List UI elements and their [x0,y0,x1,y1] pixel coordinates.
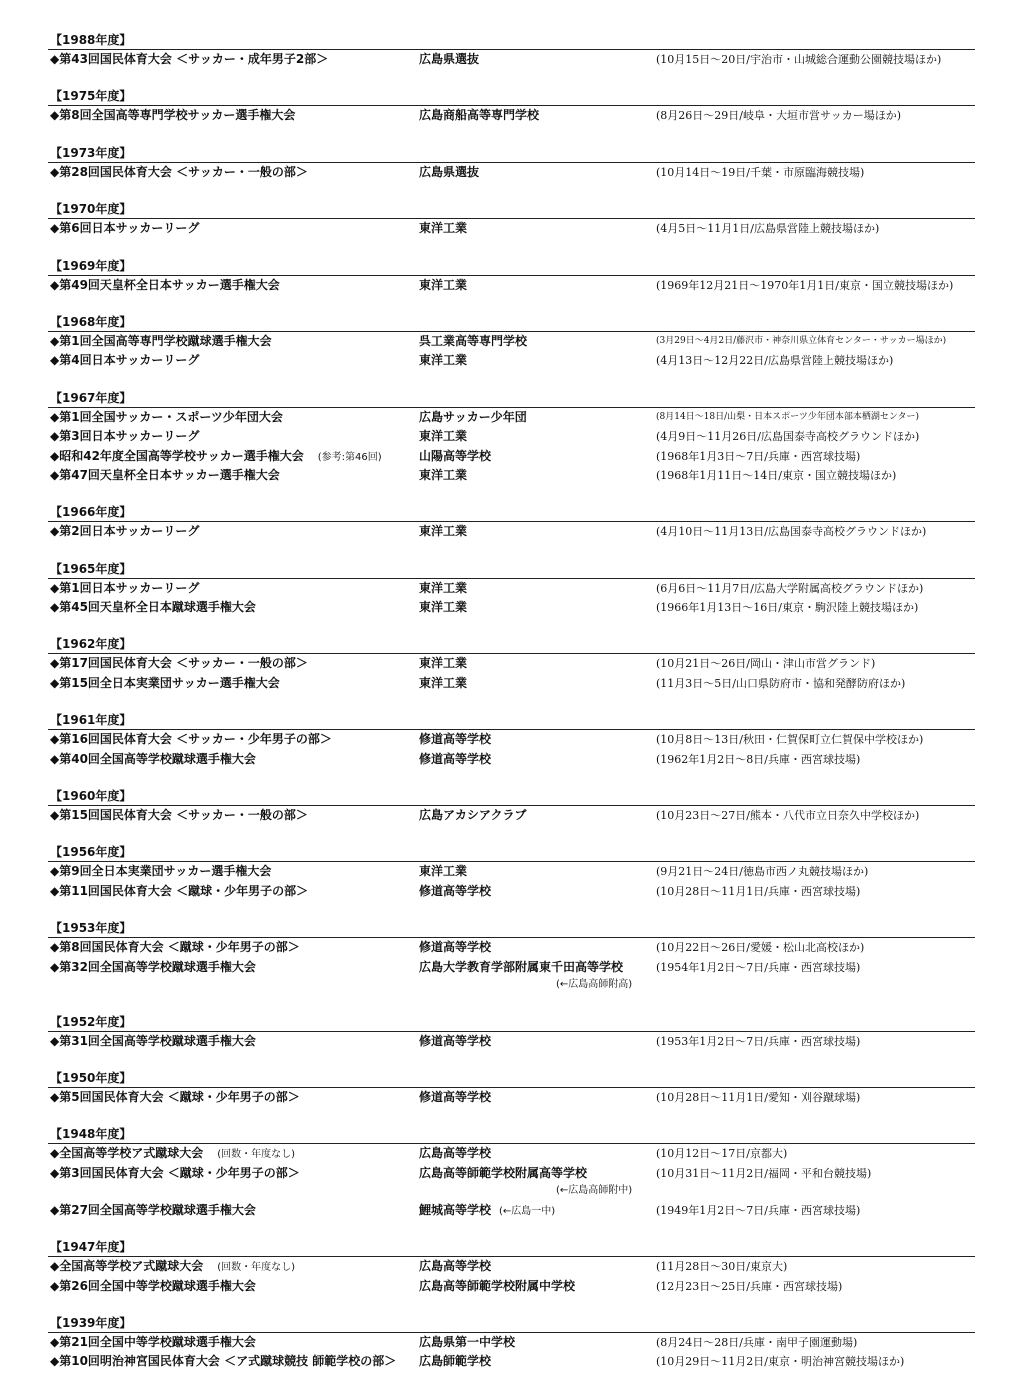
team-cell [419,1277,575,1296]
event-cell [50,466,280,485]
event-name: ◆第40回全国高等学校蹴球選手権大会 [50,751,256,766]
date-venue: (11月28日～30日/東京大) [656,1260,788,1274]
team-cell [419,1352,491,1371]
date-venue: (1962年1月2日～8日/兵庫・西宮球技場) [656,752,861,766]
team-cell [419,50,479,69]
year-block [48,786,975,825]
team-name: 広島サッカー少年団 [419,409,527,424]
team-cell [419,351,467,370]
year-heading: 【1968年度】 [48,312,975,332]
team-name: 山陽高等学校 [419,448,492,463]
date-venue: (8月14日～18日/山梨・日本スポーツ少年団本部本栖湖センター) [656,411,919,422]
year-block [48,842,975,901]
year-block [48,1012,975,1051]
date-venue: (8月26日～29日/岐阜・大垣市営サッカー場ほか) [656,109,902,123]
event-cell [50,958,256,977]
result-row [48,1277,975,1296]
result-row [48,1032,975,1051]
year-heading: 【1969年度】 [48,256,975,276]
date-venue: (11月3日～5日/山口県防府市・協和発酵防府ほか) [656,676,906,690]
year-heading: 【1975年度】 [48,86,975,106]
team-cell [419,106,539,125]
result-row [48,1333,975,1352]
event-cell [50,106,295,125]
year-heading: 【1952年度】 [48,1012,975,1032]
date-venue: (10月12日～17日/京都大) [656,1147,788,1161]
year-heading: 【1939年度】 [48,1313,975,1333]
result-row [48,1088,975,1107]
year-block [48,1124,975,1220]
date-venue: (3月29日～4月2日/藤沢市・神奈川県立体育センター・サッカー場ほか) [656,335,947,346]
team-cell [419,674,467,693]
result-row [48,730,975,749]
team-cell [419,862,467,881]
event-name: ◆第2回日本サッカーリーグ [50,524,200,539]
year-heading: 【1961年度】 [48,710,975,730]
event-name: ◆第8回国民体育大会 ＜蹴球・少年男子の部＞ [50,940,300,955]
date-venue: (10月29日～11月2日/東京・明治神宮競技場ほか) [656,1355,905,1369]
date-venue: (1968年1月3日～7日/兵庫・西宮球技場) [656,449,861,463]
result-row [48,1257,975,1276]
result-row [48,351,975,370]
team-note: (←広島一中) [499,1205,556,1217]
team-cell [419,654,467,673]
team-cell [419,958,633,990]
event-cell [50,1201,256,1220]
results-document [48,30,975,1389]
year-heading: 【1960年度】 [48,786,975,806]
year-heading: 【1948年度】 [48,1124,975,1144]
team-cell [419,882,491,901]
team-name: 東洋工業 [419,221,468,236]
year-heading: 【1947年度】 [48,1237,975,1257]
team-name: 東洋工業 [419,467,468,482]
team-cell [419,938,491,957]
date-venue: (10月23日～27日/熊本・八代市立日奈久中学校ほか) [656,809,920,823]
event-cell [50,522,199,541]
event-cell [50,351,199,370]
event-name: ◆第3回国民体育大会 ＜蹴球・少年男子の部＞ [50,1165,300,1180]
event-cell [50,750,256,769]
result-row [48,674,975,693]
event-name: ◆第5回国民体育大会 ＜蹴球・少年男子の部＞ [50,1089,300,1104]
year-heading: 【1965年度】 [48,559,975,579]
result-row [48,1164,975,1201]
result-row [48,1201,975,1220]
event-cell [50,1088,300,1107]
event-name: ◆第4回日本サッカーリーグ [50,353,200,368]
team-cell [419,276,467,295]
result-row [48,882,975,901]
event-cell [50,50,328,69]
result-row [48,862,975,881]
team-name: 広島商船高等専門学校 [419,108,540,123]
date-venue: (9月21日～24日/徳島市西ノ丸競技場ほか) [656,865,869,879]
result-row [48,1352,975,1371]
year-heading: 【1973年度】 [48,143,975,163]
team-name: 東洋工業 [419,429,468,444]
event-name: ◆第15回全日本実業団サッカー選手権大会 [50,675,280,690]
event-name: ◆第1回日本サッカーリーグ [50,580,200,595]
year-block [48,502,975,541]
date-venue: (1968年1月11日～14日/東京・国立競技場ほか) [656,468,897,482]
team-name: 広島県選抜 [419,52,480,66]
team-name: 広島アカシアクラブ [419,808,527,823]
date-venue: (10月28日～11月1日/兵庫・西宮球技場) [656,884,861,898]
date-venue: (10月14日～19日/千葉・市原臨海競技場) [656,165,865,179]
event-name: ◆第17回国民体育大会 ＜サッカー・一般の部＞ [50,656,308,671]
event-cell [50,332,272,351]
result-row [48,938,975,957]
date-venue: (8月24日～28日/兵庫・南甲子園運動場) [656,1335,858,1349]
team-name: 呉工業高等専門学校 [419,333,528,348]
team-name: 広島高等師範学校附属高等学校 [419,1165,588,1180]
team-cell [419,1144,491,1163]
event-cell [50,427,199,446]
year-block [48,30,975,69]
event-name: ◆第47回天皇杯全日本サッカー選手権大会 [50,467,280,482]
team-cell [419,1333,515,1352]
team-cell [419,1088,491,1107]
event-cell [50,276,280,295]
team-name: 東洋工業 [419,675,468,690]
team-cell [419,163,479,182]
event-name: ◆第31回全国高等学校蹴球選手権大会 [50,1033,256,1048]
event-cell [50,1257,295,1277]
team-name: 鯉城高等学校 [419,1202,492,1217]
event-name: ◆第8回全国高等専門学校サッカー選手権大会 [50,108,296,123]
year-block [48,710,975,769]
team-name: 東洋工業 [419,277,468,292]
year-heading: 【1966年度】 [48,502,975,522]
result-row [48,579,975,598]
team-cell [419,806,527,825]
date-venue: (10月31日～11月2日/福岡・平和台競技場) [656,1166,872,1180]
date-venue: (10月28日～11月1日/愛知・刈谷蹴球場) [656,1090,861,1104]
team-cell [419,332,527,351]
team-former-name: (←広島高師附高) [556,978,633,990]
year-heading: 【1950年度】 [48,1068,975,1088]
event-name: ◆全国高等学校ア式蹴球大会 [50,1146,204,1161]
year-block [48,559,975,618]
year-heading: 【1988年度】 [48,30,975,50]
event-name: ◆第27回全国高等学校蹴球選手権大会 [50,1202,256,1217]
year-heading: 【1967年度】 [48,388,975,408]
event-name: ◆第10回明治神宮国民体育大会 ＜ア式蹴球競技 師範学校の部＞ [50,1354,397,1369]
event-note: (回数・年度なし) [217,1149,296,1161]
team-name: 広島師範学校 [419,1354,492,1369]
event-cell [50,1144,295,1164]
result-row [48,522,975,541]
year-heading: 【1962年度】 [48,634,975,654]
year-block [48,312,975,371]
result-row [48,1144,975,1163]
date-venue: (10月21日～26日/岡山・津山市営グランド) [656,657,876,671]
event-cell [50,408,283,427]
date-venue: (4月10日～11月13日/広島国泰寺高校グラウンドほか) [656,525,927,539]
event-name: ◆第28回国民体育大会 ＜サッカー・一般の部＞ [50,164,308,179]
team-cell [419,427,467,446]
date-venue: (1949年1月2日～7日/兵庫・西宮球技場) [656,1203,861,1217]
team-name: 広島高等学校 [419,1146,492,1161]
result-row [48,958,975,995]
team-name: 修道高等学校 [419,883,492,898]
team-name: 修道高等学校 [419,1089,492,1104]
event-cell [50,219,199,238]
team-former-name: (←広島高師附中) [556,1184,633,1196]
team-name: 修道高等学校 [419,1033,492,1048]
date-venue: (1966年1月13日～16日/東京・駒沢陸上競技場ほか) [656,601,919,615]
result-row [48,332,975,351]
team-name: 修道高等学校 [419,751,492,766]
team-cell [419,1201,555,1221]
event-name: ◆第6回日本サッカーリーグ [50,221,200,236]
result-row [48,106,975,125]
team-cell [419,1032,491,1051]
team-name: 広島高等学校 [419,1259,492,1274]
date-venue: (10月15日～20日/宇治市・山城総合運動公園競技場ほか) [656,53,942,66]
event-cell [50,579,199,598]
year-block [48,1237,975,1296]
team-cell [419,466,467,485]
event-cell [50,598,256,617]
date-venue: (4月9日～11月26日/広島国泰寺高校グラウンドほか) [656,430,920,444]
date-venue: (12月23日～25日/兵庫・西宮球技場) [656,1279,843,1293]
event-cell [50,882,308,901]
year-heading: 【1970年度】 [48,199,975,219]
event-name: ◆第11回国民体育大会 ＜蹴球・少年男子の部＞ [50,883,309,898]
result-row [48,408,975,427]
event-cell [50,1164,300,1183]
date-venue: (4月5日～11月1日/広島県営陸上競技場ほか) [656,222,880,236]
year-block [48,1313,975,1372]
event-cell [50,730,332,749]
event-cell [50,447,382,467]
team-name: 東洋工業 [419,864,468,879]
result-row [48,219,975,238]
event-name: ◆第32回全国高等学校蹴球選手権大会 [50,959,256,974]
event-name: ◆第1回全国サッカー・スポーツ少年団大会 [50,409,283,424]
year-block [48,1068,975,1107]
team-name: 広島大学教育学部附属東千田高等学校 [419,959,624,974]
year-heading: 【1956年度】 [48,842,975,862]
result-row [48,750,975,769]
year-block [48,86,975,125]
team-name: 広島県選抜 [419,164,480,179]
team-cell [419,1164,633,1196]
date-venue: (1954年1月2日～7日/兵庫・西宮球技場) [656,960,861,974]
result-row [48,427,975,446]
date-venue: (10月22日～26日/愛媛・松山北高校ほか) [656,941,865,955]
date-venue: (1969年12月21日～1970年1月1日/東京・国立競技場ほか) [656,278,954,292]
event-name: ◆第9回全日本実業団サッカー選手権大会 [50,864,272,879]
event-cell [50,938,300,957]
result-row [48,163,975,182]
year-block [48,388,975,486]
year-block [48,918,975,994]
event-note: (回数・年度なし) [217,1262,296,1274]
event-cell [50,654,308,673]
event-name: ◆第1回全国高等専門学校蹴球選手権大会 [50,333,272,348]
team-cell [419,750,491,769]
team-cell [419,447,491,466]
team-name: 東洋工業 [419,656,468,671]
year-block [48,143,975,182]
result-row [48,466,975,485]
result-row [48,598,975,617]
result-row [48,50,975,69]
event-name: ◆昭和42年度全国高等学校サッカー選手権大会 [50,448,304,463]
result-row [48,654,975,673]
team-name: 修道高等学校 [419,732,492,747]
team-cell [419,1257,491,1276]
event-name: ◆第49回天皇杯全日本サッカー選手権大会 [50,277,280,292]
team-name: 東洋工業 [419,524,468,539]
event-name: ◆第45回天皇杯全日本蹴球選手権大会 [50,600,256,615]
team-name: 東洋工業 [419,580,468,595]
year-block [48,256,975,295]
team-cell [419,579,467,598]
event-name: ◆第21回全国中等学校蹴球選手権大会 [50,1334,256,1349]
result-row [48,806,975,825]
event-cell [50,1277,256,1296]
event-cell [50,1032,256,1051]
team-name: 東洋工業 [419,600,468,615]
year-block [48,199,975,238]
event-name: ◆第16回国民体育大会 ＜サッカー・少年男子の部＞ [50,732,332,747]
event-cell [50,862,271,881]
date-venue: (10月8日～13日/秋田・仁賀保町立仁賀保中学校ほか) [656,733,924,747]
team-name: 東洋工業 [419,353,468,368]
team-cell [419,598,467,617]
team-name: 広島高等師範学校附属中学校 [419,1278,576,1293]
result-row [48,276,975,295]
event-cell [50,163,308,182]
date-venue: (1953年1月2日～7日/兵庫・西宮球技場) [656,1034,861,1048]
team-cell [419,219,467,238]
team-cell [419,408,527,427]
event-name: ◆第26回全国中等学校蹴球選手権大会 [50,1278,256,1293]
event-name: ◆第3回日本サッカーリーグ [50,429,200,444]
team-name: 修道高等学校 [419,940,492,955]
event-name: ◆第43回国民体育大会 ＜サッカー・成年男子2部＞ [50,52,329,66]
date-venue: (4月13日～12月22日/広島県営陸上競技場ほか) [656,354,894,368]
year-heading: 【1953年度】 [48,918,975,938]
team-cell [419,730,491,749]
event-cell [50,1352,396,1371]
team-cell [419,522,467,541]
event-cell [50,806,308,825]
year-block [48,634,975,693]
event-cell [50,674,280,693]
event-name: ◆全国高等学校ア式蹴球大会 [50,1259,204,1274]
date-venue: (6月6日～11月7日/広島大学附属高校グラウンドほか) [656,581,924,595]
team-name: 広島県第一中学校 [419,1334,516,1349]
event-cell [50,1333,256,1352]
event-note: (参考:第46回) [317,451,382,463]
result-row [48,447,975,466]
event-name: ◆第15回国民体育大会 ＜サッカー・一般の部＞ [50,808,308,823]
